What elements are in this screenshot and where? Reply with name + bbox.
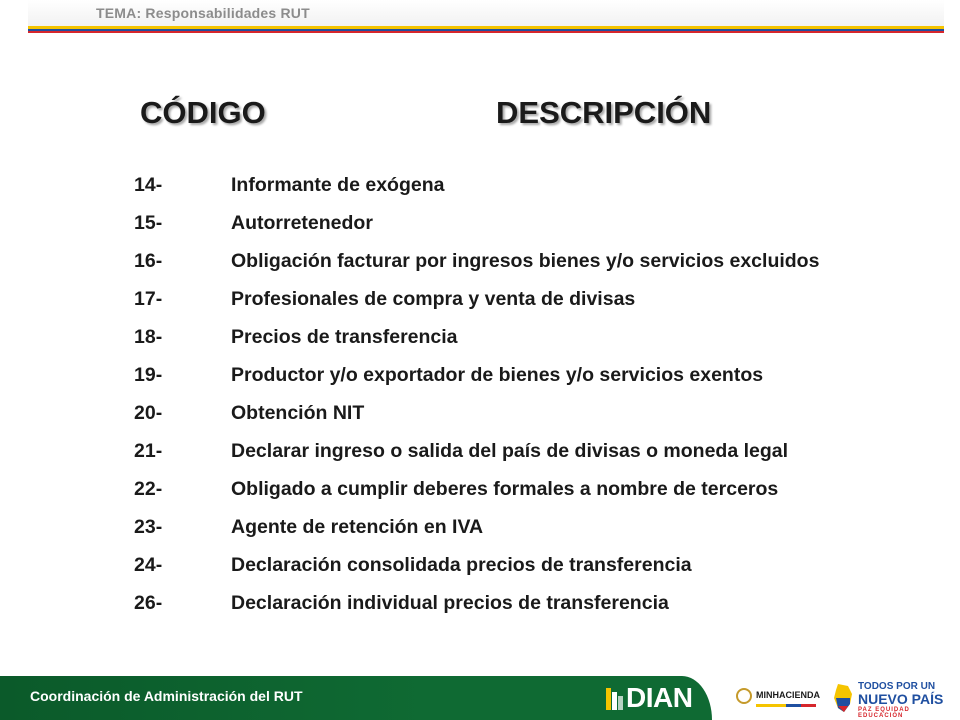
item-description: Productor y/o exportador de bienes y/o servicios exentos xyxy=(231,364,764,386)
item-code: 23- xyxy=(134,516,163,538)
minhacienda-text: MINHACIENDA xyxy=(756,690,820,700)
nuevo-pais-logo xyxy=(832,678,950,718)
nuevo-pais-line2: NUEVO PAÍS xyxy=(858,691,944,707)
item-description: Informante de exógena xyxy=(231,174,445,196)
dian-mark-icon xyxy=(606,688,624,710)
item-description: Precios de transferencia xyxy=(231,326,458,348)
item-description: Declaración individual precios de transferencia xyxy=(231,592,669,614)
footer-label: Coordinación de Administración del RUT xyxy=(30,688,303,704)
item-description: Autorretenedor xyxy=(231,212,373,234)
item-code: 24- xyxy=(134,554,163,576)
item-description: Profesionales de compra y venta de divisas xyxy=(231,288,636,310)
item-code: 17- xyxy=(134,288,163,310)
top-header-bar xyxy=(28,0,944,27)
item-code: 14- xyxy=(134,174,163,196)
nuevo-pais-line3: PAZ EQUIDAD EDUCACIÓN xyxy=(858,707,910,719)
item-code: 20- xyxy=(134,402,163,424)
minhacienda-flag-bar xyxy=(756,704,816,707)
item-code: 26- xyxy=(134,592,163,614)
item-code: 21- xyxy=(134,440,163,462)
item-description: Obligación facturar por ingresos bienes y/o servicios excluidos xyxy=(231,250,820,272)
item-description: Obtención NIT xyxy=(231,402,365,424)
colombia-map-icon xyxy=(832,682,854,714)
flag-red-band xyxy=(28,31,944,33)
item-description: Agente de retención en IVA xyxy=(231,516,484,538)
item-code: 18- xyxy=(134,326,163,348)
nuevo-pais-line1: TODOS POR UN xyxy=(858,681,936,692)
column-header-description: DESCRIPCIÓN xyxy=(496,95,712,130)
coat-of-arms-icon xyxy=(736,688,752,704)
dian-logo xyxy=(606,682,702,716)
item-code: 15- xyxy=(134,212,163,234)
item-description: Declarar ingreso o salida del país de divisas o moneda legal xyxy=(231,440,789,462)
item-code: 16- xyxy=(134,250,163,272)
item-description: Declaración consolidada precios de transferencia xyxy=(231,554,692,576)
flag-stripe xyxy=(28,26,944,33)
item-code: 22- xyxy=(134,478,163,500)
dian-logo-text: DIAN xyxy=(626,682,693,713)
topic-title: TEMA: Responsabilidades RUT xyxy=(96,5,310,21)
footer xyxy=(0,676,960,720)
item-description: Obligado a cumplir deberes formales a nombre de terceros xyxy=(231,478,779,500)
minhacienda-logo xyxy=(736,684,820,712)
column-header-code: CÓDIGO xyxy=(140,95,266,130)
footer-green-band xyxy=(0,676,712,720)
item-code: 19- xyxy=(134,364,163,386)
